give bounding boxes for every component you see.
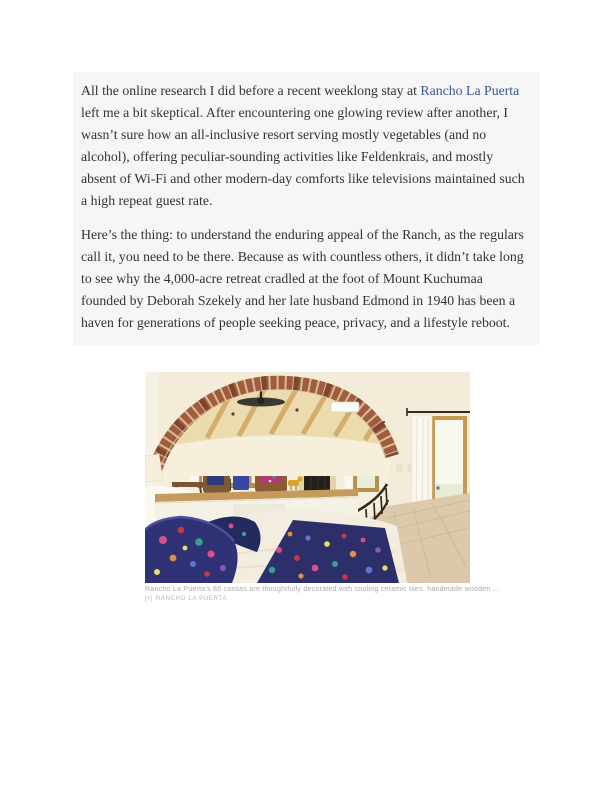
article-figure	[145, 372, 500, 602]
photo-caption: Rancho La Puerta’s 86 casitas are thoughtfully decorated with cooling ceramic tiles, handmade wooden ...	[145, 586, 500, 593]
paragraph-1-text-before-link: All the online research I did before a recent weeklong stay at	[81, 83, 421, 98]
paragraph-1-text-after-link: left me a bit skeptical. After encountering one glowing review after another, I wasn’t sure how an all-inclusive resort serving mostly vegetables (and no alcohol), offering peculiar-sounding activities like Feldenkrais, and mostly absent of Wi-Fi and other modern-day comforts like televisions maintained such a high repeat guest rate.	[81, 105, 525, 208]
expand-icon[interactable]: [+]	[145, 596, 152, 602]
article-text-block	[73, 72, 540, 345]
wall-outlet	[408, 465, 412, 471]
article-paragraph-2: Here’s the thing: to understand the enduring appeal of the Ranch, as the regulars call it, you need to be there. Because as with countless others, it didn’t take long to see why the 4,000-acre retreat cradled at the foot of Mount Kuchumaa founded by Deborah Szekely and her late husband Edmond in 1940 has been a haven for generations of people seeking peace, privacy, and a lifestyle reboot.	[81, 227, 524, 330]
casita-interior-photo	[145, 372, 470, 583]
air-conditioner	[331, 402, 359, 412]
photo-credit-row	[145, 596, 470, 602]
photo-credit: RANCHO LA PUERTA	[155, 596, 228, 602]
wall-switch	[397, 464, 402, 472]
rancho-la-puerta-link[interactable]: Rancho La Puerta	[420, 83, 520, 98]
article-paragraph-1	[81, 80, 531, 212]
